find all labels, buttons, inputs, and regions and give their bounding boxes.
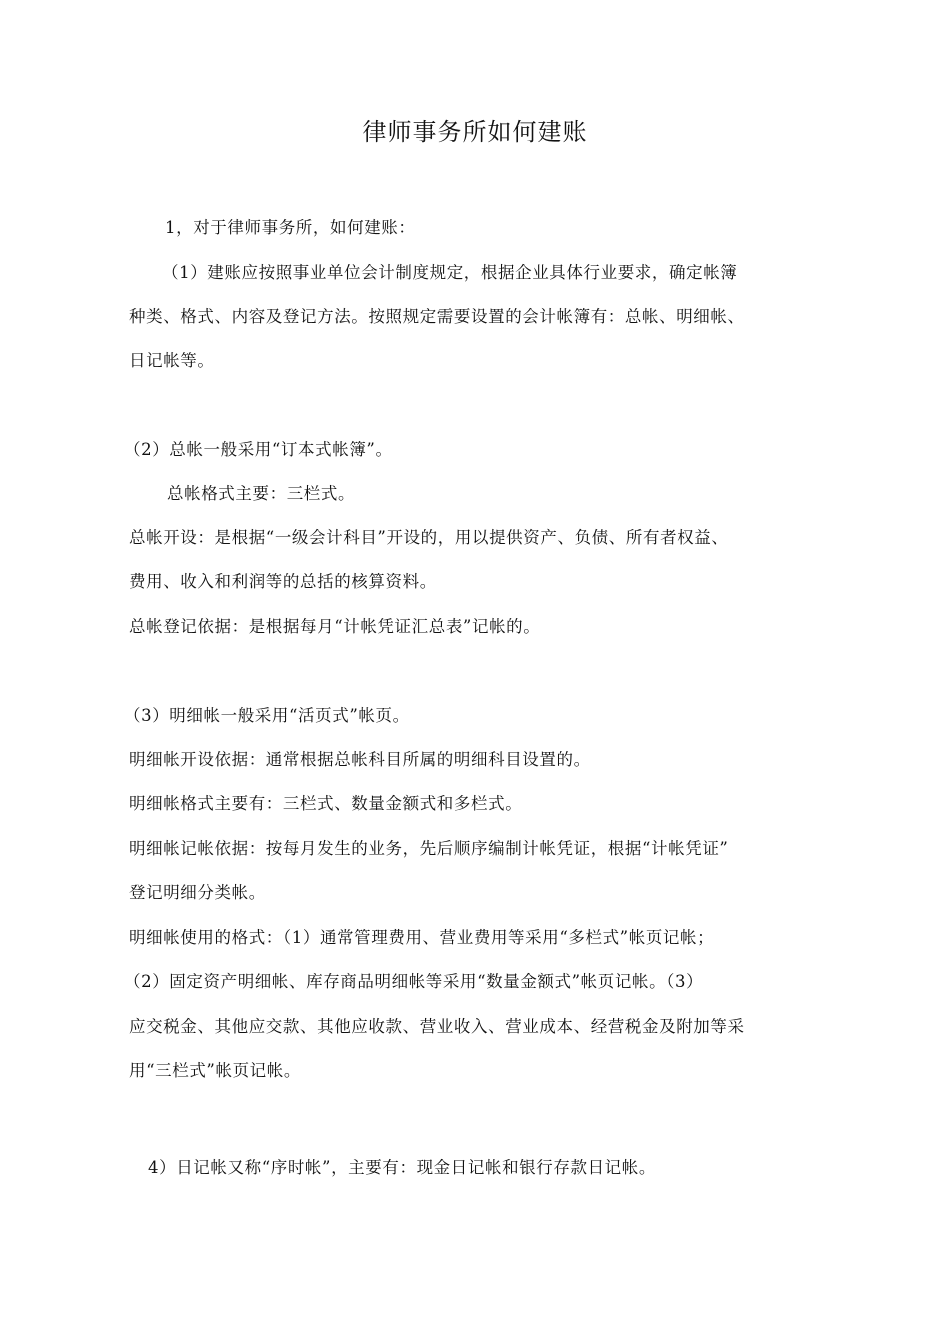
paragraph-line: 日记帐等。 [129,351,215,370]
paragraph-line: 种类、格式、内容及登记方法。按照规定需要设置的会计帐簿有：总帐、明细帐、 [129,307,745,326]
paragraph-line: （2）固定资产明细帐、库存商品明细帐等采用“数量金额式”帐页记帐。（3） [124,972,704,991]
paragraph-line: 明细帐开设依据：通常根据总帐科目所属的明细科目设置的。 [129,750,591,769]
section-1-heading: 1，对于律师事务所，如何建账： [165,218,416,237]
paragraph-line: 登记明细分类帐。 [129,883,266,902]
paragraph-line: 应交税金、其他应交款、其他应收款、营业收入、营业成本、经营税金及附加等采 [129,1017,745,1036]
paragraph-line: 总帐登记依据：是根据每月“计帐凭证汇总表”记帐的。 [129,617,541,636]
paragraph-line: 总帐开设：是根据“一级会计科目”开设的，用以提供资产、负债、所有者权益、 [129,528,729,547]
paragraph-line: 4）日记帐又称“序时帐”，主要有：现金日记帐和银行存款日记帐。 [148,1158,656,1177]
paragraph-line: 总帐格式主要：三栏式。 [167,484,356,503]
paragraph-line: 用“三栏式”帐页记帐。 [129,1061,301,1080]
paragraph-line: （3）明细帐一般采用“活页式”帐页。 [124,706,410,725]
paragraph-line: 费用、收入和利润等的总括的核算资料。 [129,572,437,591]
paragraph-line: 明细帐使用的格式：（1）通常管理费用、营业费用等采用“多栏式”帐页记帐； [129,928,715,947]
document-title: 律师事务所如何建账 [362,118,588,146]
paragraph-line: （2）总帐一般采用“订本式帐簿”。 [124,440,393,459]
paragraph-line: （1）建账应按照事业单位会计制度规定，根据企业具体行业要求，确定帐簿 [162,263,738,282]
paragraph-line: 明细帐格式主要有：三栏式、数量金额式和多栏式。 [129,794,523,813]
paragraph-line: 明细帐记帐依据：按每月发生的业务，先后顺序编制计帐凭证，根据“计帐凭证” [129,839,729,858]
